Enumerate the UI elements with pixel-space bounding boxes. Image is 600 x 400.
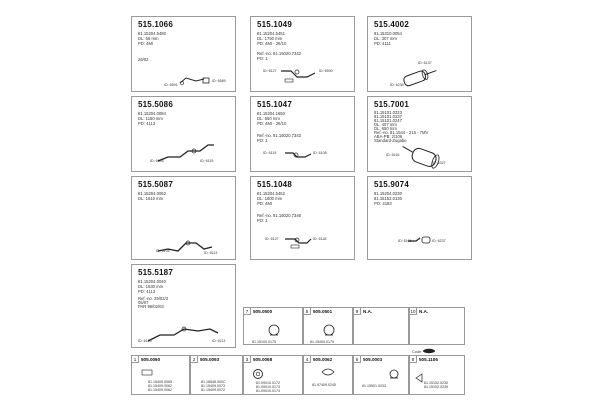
accessory-code: 505.0068	[253, 357, 273, 362]
part-code: 515.1047	[257, 100, 292, 109]
clamp-drawing	[410, 356, 465, 395]
accessory-sub: 81.18548.000C	[201, 380, 226, 384]
accessory-number: 4	[304, 356, 311, 363]
part-line: DL: 650 mm	[374, 126, 397, 131]
part-line: 81.15101.0247	[374, 118, 402, 123]
part-note: Ref.-no. 29/02/3	[138, 296, 169, 301]
part-note: Ref.-no. 81.15020.7343	[257, 133, 302, 138]
part-card-515-5187	[131, 264, 236, 348]
accessory-code: N.A.	[363, 309, 373, 314]
callout-label: ID: 6589	[212, 79, 226, 83]
accessory-sub: 81.15501.0033	[362, 384, 386, 388]
part-card-515-9074	[367, 176, 472, 260]
accessory-cell-4	[303, 355, 353, 395]
part-line: 81.15101.0237	[374, 114, 402, 119]
part-note: PAR 96/02/03	[138, 304, 164, 309]
part-line: PD: 4113	[138, 121, 156, 126]
part-line: DL: 1800 mm	[257, 196, 283, 201]
clamp-drawing	[354, 356, 409, 395]
part-line: PD: 4MI - 26/10	[257, 41, 287, 46]
part-line: PD: 4MI	[138, 41, 154, 46]
part-drawing	[251, 17, 355, 92]
part-note: Ref.-no. 81.15020.7346	[257, 213, 302, 218]
part-line: PO: 4183	[374, 201, 392, 206]
part-card-515-1047	[250, 96, 355, 172]
callout-label: ID: 6118	[313, 237, 327, 241]
callout-label: ID: 6113	[212, 339, 226, 343]
callout-label: ID: 6236	[390, 83, 404, 87]
part-drawing	[368, 97, 472, 172]
accessory-code: 505.1106	[419, 357, 438, 362]
part-card-515-4002	[367, 16, 472, 92]
part-line: 81.15101.0223	[374, 110, 402, 115]
callout-label: ID: 6591	[164, 83, 178, 87]
callout-label: ID: 6115	[200, 159, 214, 163]
part-line: DL: 1610 mm	[138, 196, 164, 201]
accessory-sub: 81.15409.0062	[148, 388, 172, 392]
part-card-515-1048	[250, 176, 355, 260]
accessory-sub: 81.09010.0174	[256, 389, 280, 393]
part-code: 515.1066	[138, 20, 173, 29]
accessory-sub: 81.15409.0073	[201, 384, 225, 388]
part-line: DL: 1150 mm	[138, 116, 163, 121]
part-note: 05/07	[138, 300, 149, 305]
accessory-code: 505.0501	[313, 309, 333, 314]
callout-label: ID: 6116	[386, 153, 400, 157]
accessory-sub: 81.15409.0072	[201, 388, 225, 392]
callout-label: ID: 6237	[432, 239, 446, 243]
part-note: Ref.-no. 81.1544 - 215 - 7MV	[374, 130, 429, 135]
part-drawing	[132, 97, 236, 172]
part-note: Standard-Zugabe	[374, 138, 407, 143]
accessory-number: 10	[410, 309, 416, 314]
callout-label: ID: 6127	[263, 69, 277, 73]
part-line: 81.15204.0230	[374, 191, 402, 196]
callout-label: ID: 6137	[418, 61, 432, 65]
part-line: DL: 307 mm	[374, 36, 397, 41]
part-line: 81.15204.0062	[138, 191, 166, 196]
callout-label: ID: 6105	[150, 159, 164, 163]
part-note: ABA-PB: 2/106	[374, 134, 403, 139]
accessory-number: 2	[191, 356, 198, 363]
part-note: PO: 1	[257, 138, 268, 143]
part-line: 81.15152.0130	[374, 196, 402, 201]
callout-label: ID: 6119	[263, 151, 277, 155]
gasket-icon	[422, 348, 436, 354]
callout-label: ID: 6590	[319, 69, 333, 73]
accessory-sub: 81.15400.0175	[310, 340, 334, 344]
part-line: PD: 4111	[374, 41, 391, 46]
part-line: DL: 407 mm	[374, 122, 397, 127]
accessory-sub: 81.09010.0172	[256, 381, 280, 385]
part-line: 81.15310.0054	[374, 31, 402, 36]
part-line: DL: 1750 mm	[257, 36, 283, 41]
accessory-code: 505.0060	[141, 357, 161, 362]
accessory-cell-10	[409, 307, 465, 345]
accessory-sub: 81.09010.0173	[256, 385, 280, 389]
accessory-cell-8	[409, 355, 465, 395]
accessory-number: 3	[244, 356, 251, 363]
accessory-sub: 81.15409.0062	[148, 384, 172, 388]
callout-label: ID: 6106	[398, 239, 412, 243]
part-line: 81.15204.1650	[257, 111, 285, 116]
callout-label: ID: 6327	[432, 161, 446, 165]
accessory-number: 5	[304, 308, 311, 315]
accessory-code: 505.0093	[200, 357, 220, 362]
part-note: Ref.-no. 81.15020.7342	[257, 51, 302, 56]
part-drawing	[251, 177, 355, 260]
accessory-code: 505.0500	[253, 309, 273, 314]
accessory-number: 9	[354, 308, 361, 315]
accessory-cell-1	[131, 355, 190, 395]
part-card-515-1049	[250, 16, 355, 92]
part-code: 515.1049	[257, 20, 292, 29]
accessory-number: 8	[410, 356, 417, 363]
part-note: PO: 1	[257, 218, 268, 223]
accessory-sub: 81.15152.0239	[424, 385, 448, 389]
part-code: 515.4002	[374, 20, 409, 29]
part-line: 81.15204.0084	[138, 111, 166, 116]
part-code: 515.9074	[374, 180, 409, 189]
accessory-sub: 81.97409.0245	[312, 383, 336, 387]
part-drawing	[368, 177, 472, 260]
callout-label: ID: 6127	[265, 237, 279, 241]
part-card-515-7001	[367, 96, 472, 172]
accessory-sub: 81.15100.0175	[252, 340, 276, 344]
accessory-cell-6	[353, 355, 409, 395]
part-line: PD: 4MI	[257, 201, 273, 206]
callout-label: ID: 6113	[204, 251, 218, 255]
accessory-sub: 81.15409.0065	[148, 380, 172, 384]
part-line: 81.15204.5451	[257, 31, 285, 36]
part-code: 515.5187	[138, 268, 173, 277]
part-line: 81.15204.5480	[138, 31, 166, 36]
part-line: DL: 56 mm	[138, 36, 159, 41]
accessory-code: 505.0003	[363, 357, 383, 362]
part-line: DL: 1630 mm	[138, 284, 164, 289]
part-note: PO: 1	[257, 56, 268, 61]
accessory-number: 7	[244, 308, 251, 315]
part-card-515-5086	[131, 96, 236, 172]
part-code: 515.7001	[374, 100, 409, 109]
part-drawing	[132, 177, 236, 260]
part-drawing	[251, 97, 355, 172]
accessory-number: 6	[354, 356, 361, 363]
part-drawing	[368, 17, 472, 92]
accessory-number: 1	[132, 356, 139, 363]
part-note: 26/02	[138, 57, 149, 62]
accessory-code: N.A.	[419, 309, 429, 314]
callout-label: ID: 6105	[156, 249, 170, 253]
accessory-cell-5	[303, 307, 353, 345]
part-line: 81.15204.0040	[138, 279, 166, 284]
accessory-sub: 81.15152.0230	[424, 381, 448, 385]
accessory-cell-7	[243, 307, 303, 345]
part-line: PD: 4MI - 26/10	[257, 121, 287, 126]
part-drawing	[132, 265, 236, 348]
code-side-label: Code	[412, 350, 422, 354]
accessory-cell-3	[243, 355, 303, 395]
accessory-cell-2	[190, 355, 243, 395]
accessory-cell-9	[353, 307, 409, 345]
part-code: 515.1048	[257, 180, 292, 189]
part-code: 515.5086	[138, 100, 173, 109]
callout-label: ID: 6125	[138, 339, 152, 343]
part-code: 515.5087	[138, 180, 173, 189]
part-line: 81.15204.5452	[257, 191, 285, 196]
part-line: DL: 650 mm	[257, 116, 280, 121]
part-line: PD: 4113	[138, 289, 156, 294]
callout-label: ID: 6108	[313, 151, 327, 155]
hanger-drawing	[304, 356, 353, 395]
accessory-code: 505.0062	[313, 357, 333, 362]
part-card-515-1066	[131, 16, 236, 92]
part-card-515-5087	[131, 176, 236, 260]
